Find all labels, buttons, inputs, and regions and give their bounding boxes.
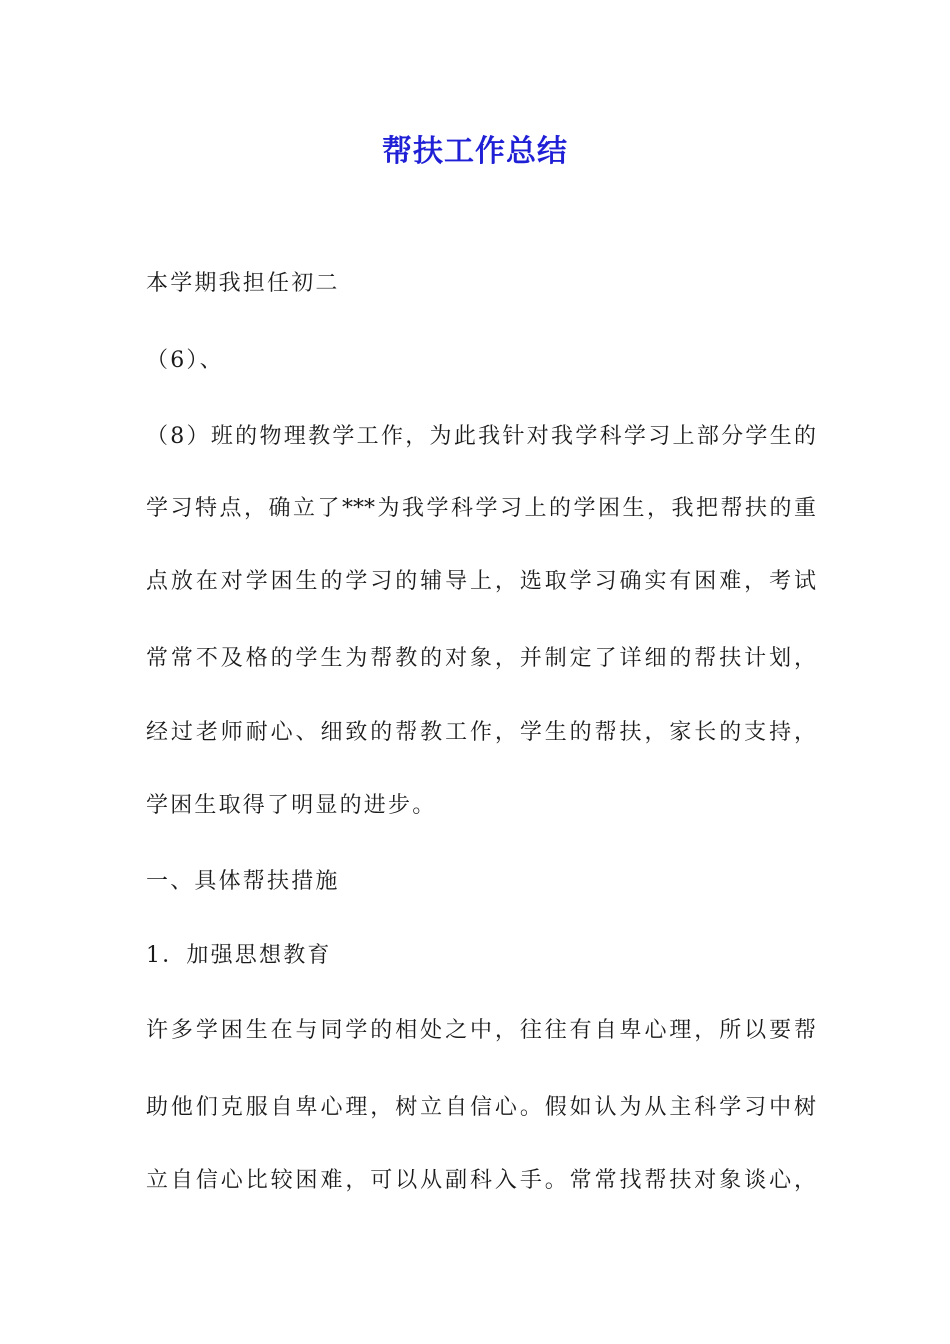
- paragraph-line: 许多学困生在与同学的相处之中，往往有自卑心理，所以要帮: [146, 1018, 816, 1043]
- paragraph-line: （8）班的物理教学工作，为此我针对我学科学习上部分学生的: [146, 424, 816, 449]
- paragraph-line: 点放在对学困生的学习的辅导上，选取学习确实有困难，考试: [146, 569, 816, 594]
- paragraph-line: 助他们克服自卑心理，树立自信心。假如认为从主科学习中树: [146, 1095, 816, 1120]
- paragraph-line: 学困生取得了明显的进步。: [146, 793, 437, 818]
- paragraph-line: （6）、: [146, 348, 224, 373]
- paragraph-line: 常常不及格的学生为帮教的对象，并制定了详细的帮扶计划，: [146, 646, 816, 671]
- document-title: 帮扶工作总结: [382, 134, 568, 169]
- subsection-heading: 1．加强思想教育: [146, 943, 332, 968]
- section-heading: 一、具体帮扶措施: [146, 869, 340, 894]
- paragraph-line: 学习特点，确立了***为我学科学习上的学困生，我把帮扶的重: [146, 496, 816, 521]
- paragraph-line: 本学期我担任初二: [146, 271, 340, 296]
- paragraph-line: 经过老师耐心、细致的帮教工作，学生的帮扶，家长的支持，: [146, 720, 816, 745]
- paragraph-line: 立自信心比较困难，可以从副科入手。常常找帮扶对象谈心，: [146, 1168, 816, 1193]
